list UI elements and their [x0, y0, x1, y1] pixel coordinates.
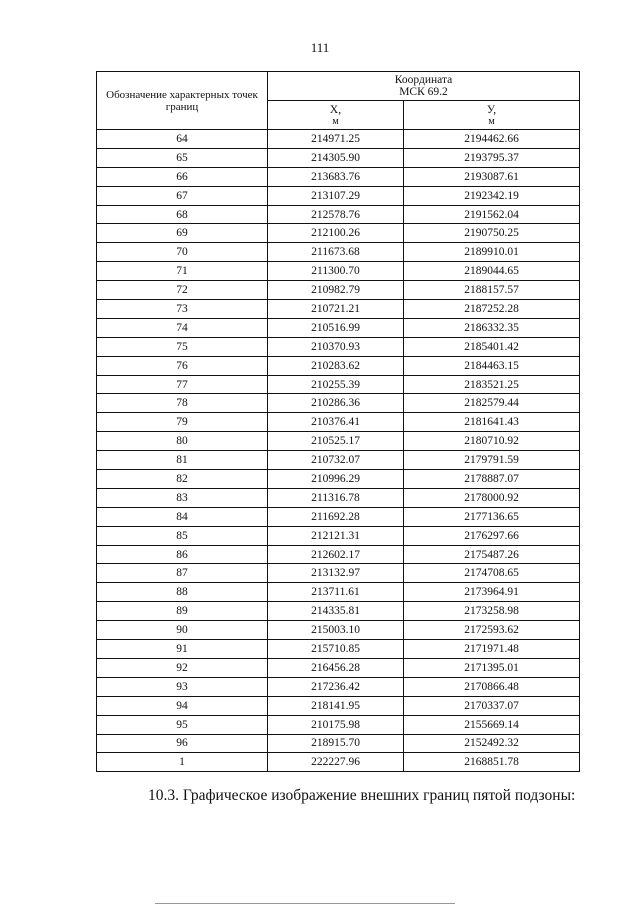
- x-coordinate-cell: 213683.76: [268, 167, 404, 186]
- x-coordinate-cell: 211673.68: [268, 243, 404, 262]
- table-row: [97, 470, 580, 489]
- point-id-cell: 83: [97, 488, 268, 507]
- point-id-cell: 69: [97, 224, 268, 243]
- table-row: [97, 337, 580, 356]
- y-coordinate-cell: 2176297.66: [404, 526, 580, 545]
- point-id-cell: 80: [97, 432, 268, 451]
- point-id-cell: 91: [97, 640, 268, 659]
- table-row: [97, 130, 580, 149]
- point-id-cell: 88: [97, 583, 268, 602]
- header-point-designation: Обозначение характерных точек границ: [97, 72, 268, 130]
- table-row: [97, 432, 580, 451]
- y-coordinate-cell: 2185401.42: [404, 337, 580, 356]
- y-coordinate-cell: 2174708.65: [404, 564, 580, 583]
- y-coordinate-cell: 2177136.65: [404, 507, 580, 526]
- point-id-cell: 65: [97, 148, 268, 167]
- x-coordinate-cell: 210996.29: [268, 470, 404, 489]
- y-coordinate-cell: 2179791.59: [404, 451, 580, 470]
- x-coordinate-cell: 216456.28: [268, 658, 404, 677]
- page-number: 111: [310, 40, 330, 55]
- y-coordinate-cell: 2193795.37: [404, 148, 580, 167]
- header-coordinate-label: Координата: [394, 74, 453, 86]
- x-coordinate-cell: 210286.36: [268, 394, 404, 413]
- x-coordinate-cell: 210982.79: [268, 281, 404, 300]
- y-coordinate-cell: 2188157.57: [404, 281, 580, 300]
- header-coordinate-system: МСК 69.2: [399, 86, 448, 98]
- table-row: [97, 602, 580, 621]
- x-coordinate-cell: 217236.42: [268, 677, 404, 696]
- point-id-cell: 64: [97, 130, 268, 149]
- header-y-unit: м: [488, 115, 495, 127]
- y-coordinate-cell: 2182579.44: [404, 394, 580, 413]
- x-coordinate-cell: 210370.93: [268, 337, 404, 356]
- x-coordinate-cell: 210516.99: [268, 318, 404, 337]
- table-row: [97, 621, 580, 640]
- y-coordinate-cell: 2181641.43: [404, 413, 580, 432]
- x-coordinate-cell: 218141.95: [268, 696, 404, 715]
- x-coordinate-cell: 214971.25: [268, 130, 404, 149]
- y-coordinate-cell: 2168851.78: [404, 753, 580, 772]
- y-coordinate-cell: 2178000.92: [404, 488, 580, 507]
- y-coordinate-cell: 2172593.62: [404, 621, 580, 640]
- y-coordinate-cell: 2180710.92: [404, 432, 580, 451]
- y-coordinate-cell: 2170866.48: [404, 677, 580, 696]
- table-row: [97, 677, 580, 696]
- point-id-cell: 84: [97, 507, 268, 526]
- point-id-cell: 92: [97, 658, 268, 677]
- point-id-cell: 81: [97, 451, 268, 470]
- header-coordinate: [268, 72, 580, 101]
- table-row: [97, 356, 580, 375]
- y-coordinate-cell: 2152492.32: [404, 734, 580, 753]
- x-coordinate-cell: 210721.21: [268, 300, 404, 319]
- point-id-cell: 78: [97, 394, 268, 413]
- point-id-cell: 75: [97, 337, 268, 356]
- y-coordinate-cell: 2173258.98: [404, 602, 580, 621]
- header-x-label: Х,: [329, 103, 342, 116]
- point-id-cell: 93: [97, 677, 268, 696]
- coordinates-table: [96, 71, 580, 772]
- x-coordinate-cell: 210732.07: [268, 451, 404, 470]
- x-coordinate-cell: 211300.70: [268, 262, 404, 281]
- x-coordinate-cell: 210376.41: [268, 413, 404, 432]
- y-coordinate-cell: 2186332.35: [404, 318, 580, 337]
- x-coordinate-cell: 212578.76: [268, 205, 404, 224]
- point-id-cell: 85: [97, 526, 268, 545]
- table-row: [97, 281, 580, 300]
- table-row: [97, 394, 580, 413]
- x-coordinate-cell: 212100.26: [268, 224, 404, 243]
- header-y-label: У,: [486, 103, 497, 116]
- point-id-cell: 82: [97, 470, 268, 489]
- x-coordinate-cell: 213711.61: [268, 583, 404, 602]
- y-coordinate-cell: 2173964.91: [404, 583, 580, 602]
- x-coordinate-cell: 214335.81: [268, 602, 404, 621]
- x-coordinate-cell: 211316.78: [268, 488, 404, 507]
- x-coordinate-cell: 212121.31: [268, 526, 404, 545]
- point-id-cell: 71: [97, 262, 268, 281]
- table-row: [97, 658, 580, 677]
- point-id-cell: 72: [97, 281, 268, 300]
- point-id-cell: 90: [97, 621, 268, 640]
- point-id-cell: 66: [97, 167, 268, 186]
- header-x-unit: м: [332, 115, 339, 127]
- point-id-cell: 96: [97, 734, 268, 753]
- point-id-cell: 79: [97, 413, 268, 432]
- table-row: [97, 526, 580, 545]
- table-row: [97, 583, 580, 602]
- x-coordinate-cell: 210255.39: [268, 375, 404, 394]
- point-id-cell: 95: [97, 715, 268, 734]
- table-row: [97, 696, 580, 715]
- bottom-rule: [155, 903, 455, 904]
- table-row: [97, 262, 580, 281]
- y-coordinate-cell: 2189910.01: [404, 243, 580, 262]
- table-row: [97, 734, 580, 753]
- table-row: [97, 451, 580, 470]
- y-coordinate-cell: 2187252.28: [404, 300, 580, 319]
- y-coordinate-cell: 2175487.26: [404, 545, 580, 564]
- y-coordinate-cell: 2170337.07: [404, 696, 580, 715]
- table-row: [97, 318, 580, 337]
- point-id-cell: 86: [97, 545, 268, 564]
- x-coordinate-cell: 212602.17: [268, 545, 404, 564]
- table-row: [97, 640, 580, 659]
- y-coordinate-cell: 2171971.48: [404, 640, 580, 659]
- y-coordinate-cell: 2178887.07: [404, 470, 580, 489]
- y-coordinate-cell: 2155669.14: [404, 715, 580, 734]
- y-coordinate-cell: 2184463.15: [404, 356, 580, 375]
- table-row: [97, 167, 580, 186]
- table-row: [97, 715, 580, 734]
- y-coordinate-cell: 2191562.04: [404, 205, 580, 224]
- point-id-cell: 77: [97, 375, 268, 394]
- x-coordinate-cell: 210525.17: [268, 432, 404, 451]
- x-coordinate-cell: 213132.97: [268, 564, 404, 583]
- y-coordinate-cell: 2193087.61: [404, 167, 580, 186]
- point-id-cell: 1: [97, 753, 268, 772]
- point-id-cell: 89: [97, 602, 268, 621]
- point-id-cell: 67: [97, 186, 268, 205]
- point-id-cell: 76: [97, 356, 268, 375]
- table-row: [97, 507, 580, 526]
- point-id-cell: 70: [97, 243, 268, 262]
- y-coordinate-cell: 2190750.25: [404, 224, 580, 243]
- point-id-cell: 74: [97, 318, 268, 337]
- point-id-cell: 68: [97, 205, 268, 224]
- y-coordinate-cell: 2183521.25: [404, 375, 580, 394]
- y-coordinate-cell: 2194462.66: [404, 130, 580, 149]
- section-heading: 10.3. Графическое изображение внешних границ пятой подзоны:: [148, 787, 576, 804]
- point-id-cell: 73: [97, 300, 268, 319]
- x-coordinate-cell: 214305.90: [268, 148, 404, 167]
- x-coordinate-cell: 210175.98: [268, 715, 404, 734]
- table-row: [97, 300, 580, 319]
- table-row: [97, 224, 580, 243]
- table-row: [97, 375, 580, 394]
- y-coordinate-cell: 2171395.01: [404, 658, 580, 677]
- header-y: [404, 101, 580, 130]
- x-coordinate-cell: 215003.10: [268, 621, 404, 640]
- x-coordinate-cell: 211692.28: [268, 507, 404, 526]
- table-row: [97, 148, 580, 167]
- table-row: [97, 564, 580, 583]
- x-coordinate-cell: 218915.70: [268, 734, 404, 753]
- x-coordinate-cell: 215710.85: [268, 640, 404, 659]
- table-row: [97, 243, 580, 262]
- x-coordinate-cell: 210283.62: [268, 356, 404, 375]
- table-row: [97, 205, 580, 224]
- table-row: [97, 413, 580, 432]
- point-id-cell: 87: [97, 564, 268, 583]
- table-row: [97, 545, 580, 564]
- header-x: [268, 101, 404, 130]
- point-id-cell: 94: [97, 696, 268, 715]
- y-coordinate-cell: 2189044.65: [404, 262, 580, 281]
- x-coordinate-cell: 222227.96: [268, 753, 404, 772]
- table-row: [97, 186, 580, 205]
- table-row: [97, 488, 580, 507]
- x-coordinate-cell: 213107.29: [268, 186, 404, 205]
- y-coordinate-cell: 2192342.19: [404, 186, 580, 205]
- table-row: [97, 753, 580, 772]
